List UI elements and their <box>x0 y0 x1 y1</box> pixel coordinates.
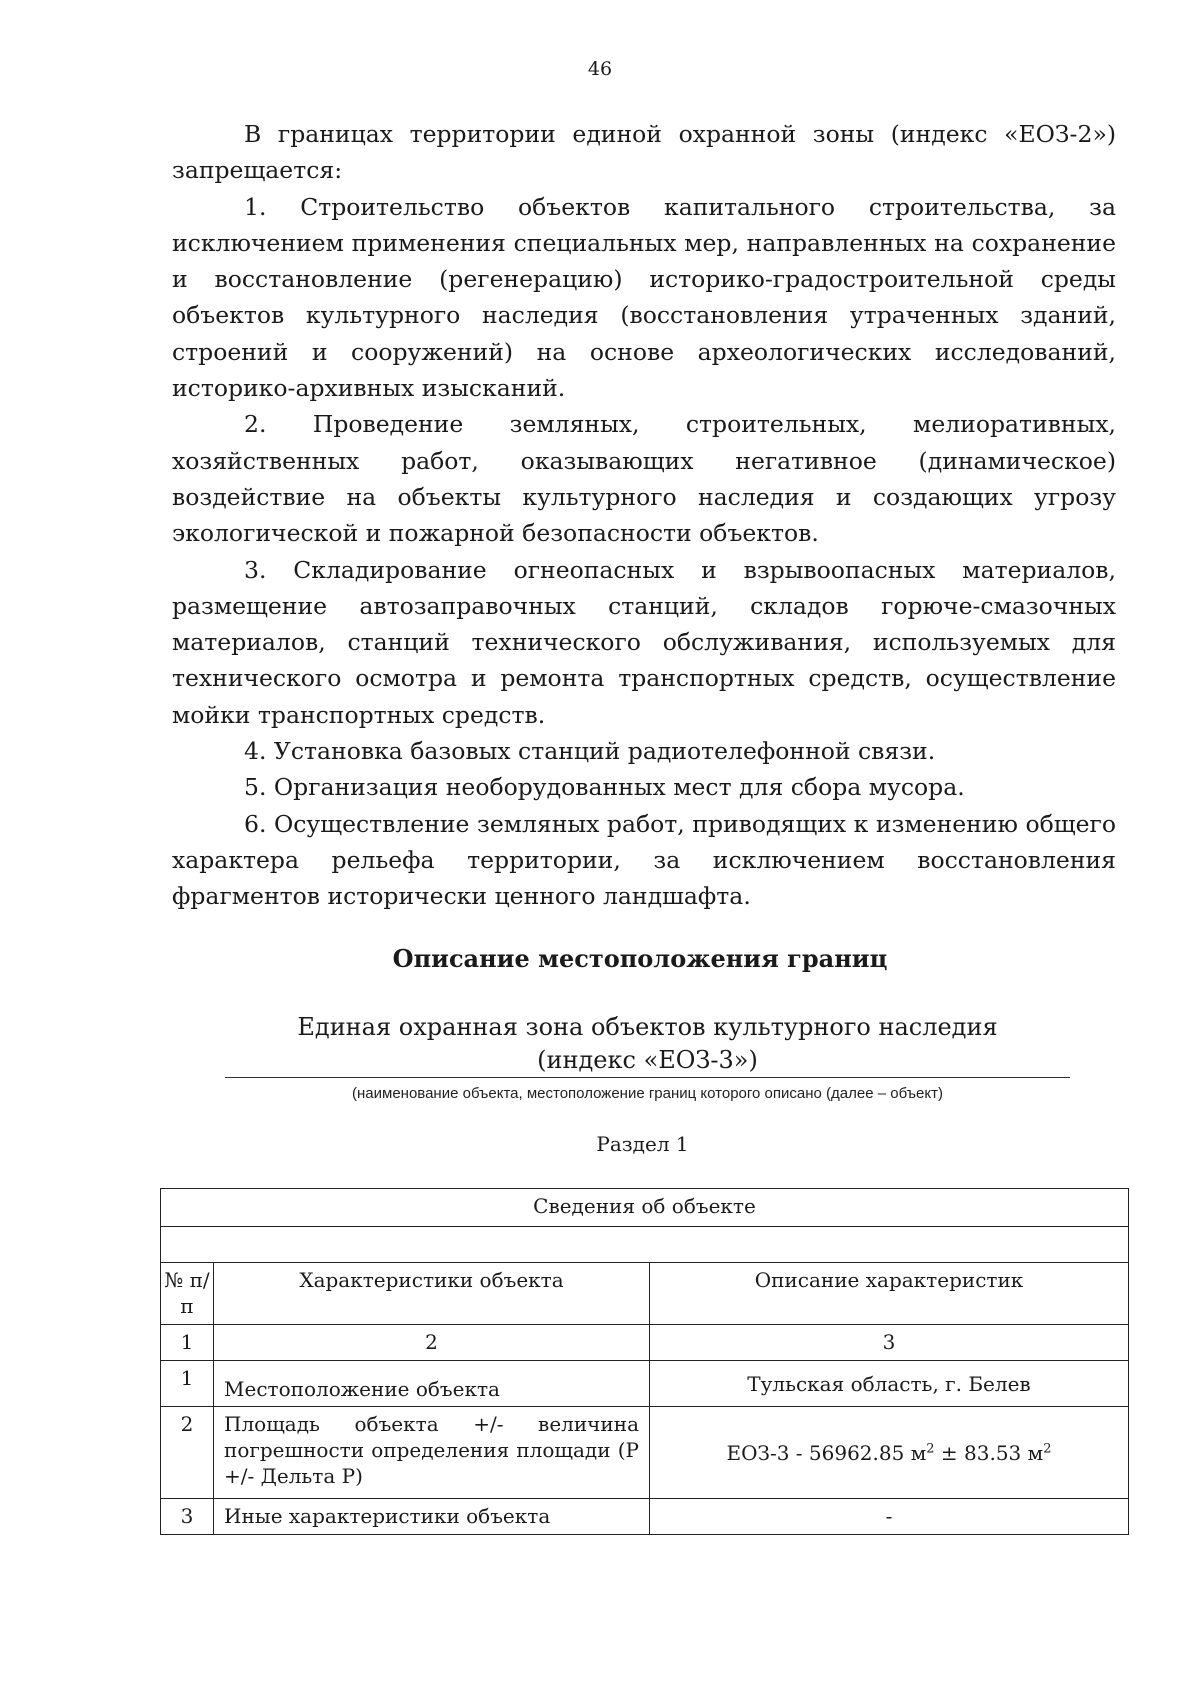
section-title: Описание местоположения границ <box>392 944 888 973</box>
row-num: 2 <box>161 1407 214 1499</box>
table-empty-row <box>161 1227 1129 1263</box>
prohibition-item: 3. Складирование огнеопасных и взрывоопасных материалов, размещение автозаправочных станций, складов горюче-смазочных материалов, станций технического обслуживания, используемых для технического осмотра и ремонта транспортных средств, осуществление мойки транспортных средств. <box>172 555 1116 729</box>
prohibition-item: 6. Осуществление земляных работ, приводящих к изменению общего характера рельефа территории, за исключением восстановления фрагментов исторически ценного ландшафта. <box>172 809 1116 911</box>
column-number-row <box>161 1325 1129 1361</box>
row-num: 3 <box>161 1499 214 1535</box>
intro-paragraph: В границах территории единой охранной зоны (индекс «ЕОЗ-2») запрещается: <box>172 120 1116 185</box>
object-name-line: (индекс «ЕОЗ-3») <box>537 1046 758 1074</box>
row-description: - <box>650 1499 1129 1535</box>
header-description: Описание характеристик <box>650 1263 1129 1325</box>
header-num: № п/п <box>161 1263 214 1325</box>
column-number: 3 <box>650 1325 1129 1361</box>
column-number: 2 <box>214 1325 650 1361</box>
table-title-row <box>161 1189 1129 1227</box>
table-title: Сведения об объекте <box>161 1189 1129 1227</box>
row-characteristic: Площадь объекта +/- величина погрешности определения площади (Р +/- Дельта Р) <box>214 1407 650 1499</box>
table-header-row <box>161 1263 1129 1325</box>
column-number: 1 <box>161 1325 214 1361</box>
area-unit-power: 2 <box>926 1440 935 1456</box>
table-row <box>161 1361 1129 1407</box>
object-name-note: (наименование объекта, местоположение границ которого описано (далее – объект) <box>352 1085 943 1102</box>
object-name-line: Единая охранная зона объектов культурного наследия <box>297 1013 998 1041</box>
prohibition-item: 2. Проведение земляных, строительных, мелиоративных, хозяйственных работ, оказывающих негативное (динамическое) воздействие на объекты культурного наследия и создающих угрозу экологической и пожарной безопасности объектов. <box>172 410 1116 548</box>
row-characteristic: Иные характеристики объекта <box>214 1499 650 1535</box>
object-info-table <box>160 1188 1129 1535</box>
area-unit-power: 2 <box>1043 1440 1052 1456</box>
table-row <box>161 1499 1129 1535</box>
table-empty-cell <box>161 1227 1129 1263</box>
body-text <box>172 116 1116 915</box>
prohibition-item: 1. Строительство объектов капитального строительства, за исключением применения специальных мер, направленных на сохранение и восстановление (регенерацию) историко-градостроительной среды объектов культурного наследия (восстановления утраченных зданий, строений и сооружений) на основе археологических исследований, историко-архивных изысканий. <box>172 192 1116 403</box>
part-label: Раздел 1 <box>596 1132 689 1156</box>
page-number: 46 <box>587 58 613 80</box>
prohibition-item: 5. Организация необорудованных мест для сбора мусора. <box>244 773 965 802</box>
area-value: ЕОЗ-3 - 56962.85 м <box>726 1440 927 1465</box>
row-characteristic: Местоположение объекта <box>214 1361 650 1407</box>
header-characteristic: Характеристики объекта <box>214 1263 650 1325</box>
row-num: 1 <box>161 1361 214 1407</box>
table-row <box>161 1407 1129 1499</box>
row-description: Тульская область, г. Белев <box>650 1361 1129 1407</box>
prohibition-item: 4. Установка базовых станций радиотелефонной связи. <box>244 737 936 766</box>
area-error: ± 83.53 м <box>934 1440 1044 1465</box>
object-name <box>225 1011 1070 1078</box>
row-description <box>650 1407 1129 1499</box>
